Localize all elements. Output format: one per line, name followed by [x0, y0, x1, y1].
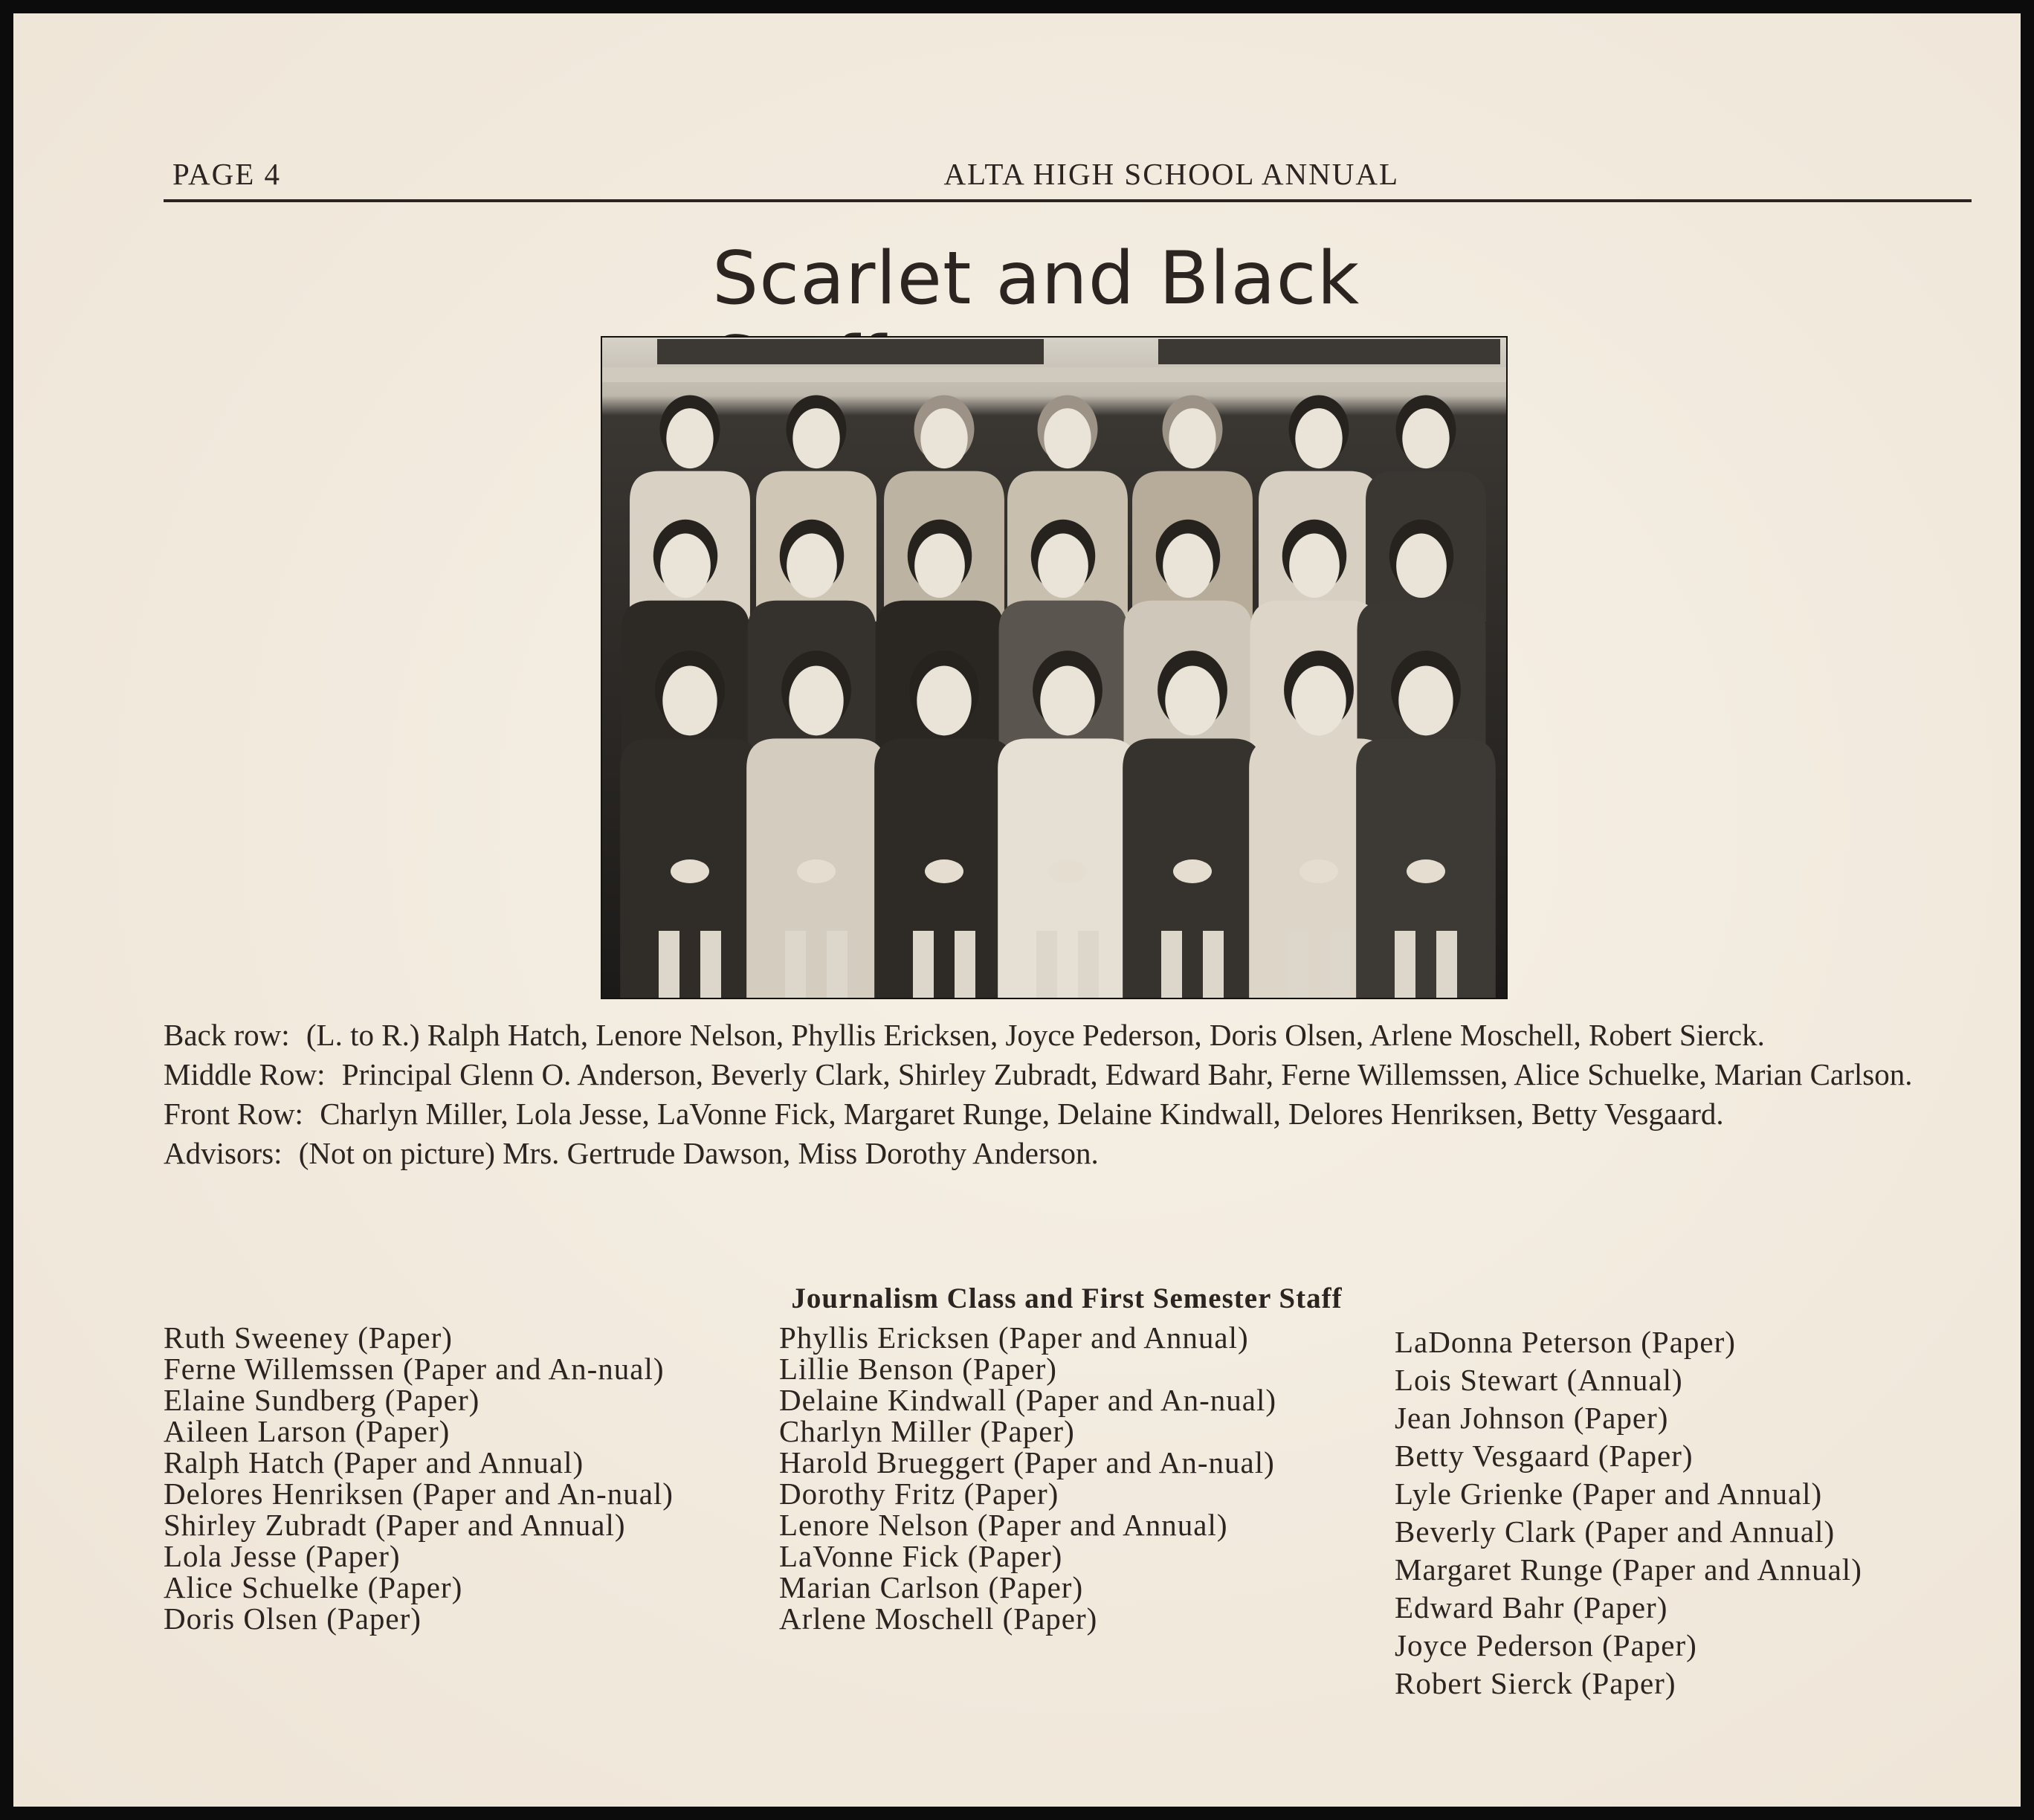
photo-figure-hands [1173, 859, 1212, 883]
photo-figure-leg [955, 931, 975, 999]
photo-figure-leg [913, 931, 934, 999]
running-header [159, 153, 1972, 198]
photo-figure-leg [659, 931, 679, 999]
photo-figure-hands [1048, 859, 1087, 883]
staff-entry: Arlene Moschell (Paper) [779, 1601, 1098, 1636]
publication-title: ALTA HIGH SCHOOL ANNUAL [943, 157, 1399, 191]
staff-column-3 [1395, 1323, 1975, 1703]
staff-entry: Betty Vesgaard (Paper) [1395, 1439, 1694, 1473]
photo-figure-leg [827, 931, 848, 999]
staff-entry: Margaret Runge (Paper and Annual) [1395, 1552, 1862, 1587]
caption-names: Principal Glenn O. Anderson, Beverly Clark, Shirley Zubradt, Edward Bahr, Ferne Willemssen, Alice Schuelke, Marian Carlson. [341, 1057, 1913, 1091]
photo-figure-leg [1078, 931, 1099, 999]
caption-advisors [164, 1138, 1970, 1169]
staff-entry: Delaine Kindwall (Paper and An-nual) [779, 1383, 1277, 1417]
photo-figure-hands [671, 859, 709, 883]
photo-figure-face [660, 534, 711, 598]
photo-figure-leg [1036, 931, 1057, 999]
header-rule [164, 199, 1972, 202]
photo-figure-face [1169, 408, 1215, 468]
photo-figure-face [1044, 408, 1091, 468]
caption-names: Charlyn Miller, Lola Jesse, LaVonne Fick, Margaret Runge, Delaine Kindwall, Delores Henriksen, Betty Vesgaard. [320, 1097, 1724, 1131]
photo-figure-hands [1407, 859, 1445, 883]
group-photo [601, 336, 1508, 999]
photo-figure-hands [1300, 859, 1338, 883]
photo-figure-face [1289, 534, 1340, 598]
caption-front-row [164, 1099, 1970, 1129]
photo-figure-face [1398, 665, 1453, 735]
photo-figure-hands [797, 859, 836, 883]
staff-entry: Shirley Zubradt (Paper and Annual) [164, 1508, 626, 1542]
staff-entry: Delores Henriksen (Paper and An-nual) [164, 1477, 674, 1511]
page-number: PAGE 4 [172, 157, 282, 191]
staff-entry: Lyle Grienke (Paper and Annual) [1395, 1477, 1823, 1511]
photo-figure-leg [1436, 931, 1457, 999]
staff-entry: Lillie Benson (Paper) [779, 1352, 1057, 1386]
photo-figure-leg [1203, 931, 1224, 999]
staff-column-1 [164, 1322, 737, 1634]
caption-names: (L. to R.) Ralph Hatch, Lenore Nelson, Phyllis Ericksen, Joyce Pederson, Doris Olsen, Arlene Moschell, Robert Sierck. [306, 1018, 1765, 1052]
photo-figure-face [1291, 665, 1346, 735]
staff-entry: Marian Carlson (Paper) [779, 1570, 1084, 1604]
page-title: Scarlet and Black [712, 236, 1360, 321]
caption-label: Middle Row: [164, 1057, 326, 1091]
staff-entry: Lenore Nelson (Paper and Annual) [779, 1508, 1228, 1542]
staff-entry: Lola Jesse (Paper) [164, 1539, 401, 1573]
photo-figure-face [1038, 534, 1088, 598]
photo-figure-face [1163, 534, 1213, 598]
staff-entry: Joyce Pederson (Paper) [1395, 1628, 1697, 1662]
staff-entry: Lois Stewart (Annual) [1395, 1363, 1683, 1397]
caption-names: (Not on picture) Mrs. Gertrude Dawson, Miss Dorothy Anderson. [298, 1136, 1099, 1170]
staff-entry: Doris Olsen (Paper) [164, 1601, 422, 1636]
staff-entry: Aileen Larson (Paper) [164, 1414, 451, 1448]
photo-figure-face [662, 665, 717, 735]
photo-figure-face [917, 665, 971, 735]
staff-entry: LaDonna Peterson (Paper) [1395, 1325, 1736, 1359]
photo-figure-face [914, 534, 965, 598]
photo-figure-face [1402, 408, 1449, 468]
caption-middle-row [164, 1059, 1970, 1090]
caption-label: Back row: [164, 1018, 290, 1052]
photo-caption [164, 1020, 1970, 1178]
photo-figure-face [1040, 665, 1094, 735]
photo-figure-leg [1395, 931, 1415, 999]
staff-entry: Beverly Clark (Paper and Annual) [1395, 1514, 1836, 1549]
photo-figure-leg [1288, 931, 1308, 999]
staff-column-2 [779, 1322, 1353, 1634]
staff-entry: Phyllis Ericksen (Paper and Annual) [779, 1320, 1249, 1355]
staff-entry: Robert Sierck (Paper) [1395, 1666, 1676, 1700]
photo-figure-face [792, 408, 839, 468]
staff-entry: Alice Schuelke (Paper) [164, 1570, 463, 1604]
photo-figure-face [920, 408, 967, 468]
photo-figure-face [1396, 534, 1447, 598]
staff-entry: Dorothy Fritz (Paper) [779, 1477, 1059, 1511]
photo-figure-face [789, 665, 843, 735]
photo-figure-face [1165, 665, 1219, 735]
caption-label: Advisors: [164, 1136, 282, 1170]
staff-entry: Edward Bahr (Paper) [1395, 1590, 1668, 1624]
section-heading: Journalism Class and First Semester Staff [791, 1282, 1343, 1314]
caption-label: Front Row: [164, 1097, 303, 1131]
photo-figure-leg [1329, 931, 1350, 999]
staff-entry: Ralph Hatch (Paper and Annual) [164, 1445, 584, 1479]
photo-figure-face [1295, 408, 1342, 468]
photo-figure-leg [785, 931, 806, 999]
photo-figure-face [666, 408, 713, 468]
staff-entry: Charlyn Miller (Paper) [779, 1414, 1075, 1448]
photo-figure-hands [925, 859, 963, 883]
caption-back-row [164, 1020, 1970, 1051]
staff-entry: Jean Johnson (Paper) [1395, 1401, 1669, 1435]
staff-entry: Ferne Willemssen (Paper and An-nual) [164, 1352, 665, 1386]
photo-figure-leg [700, 931, 721, 999]
page-sheet [13, 13, 2021, 1807]
staff-entry: Elaine Sundberg (Paper) [164, 1383, 480, 1417]
photo-figure-face [787, 534, 837, 598]
staff-entry: LaVonne Fick (Paper) [779, 1539, 1063, 1573]
staff-entry: Harold Brueggert (Paper and An-nual) [779, 1445, 1275, 1479]
staff-entry: Ruth Sweeney (Paper) [164, 1320, 453, 1355]
photo-figure-leg [1161, 931, 1182, 999]
